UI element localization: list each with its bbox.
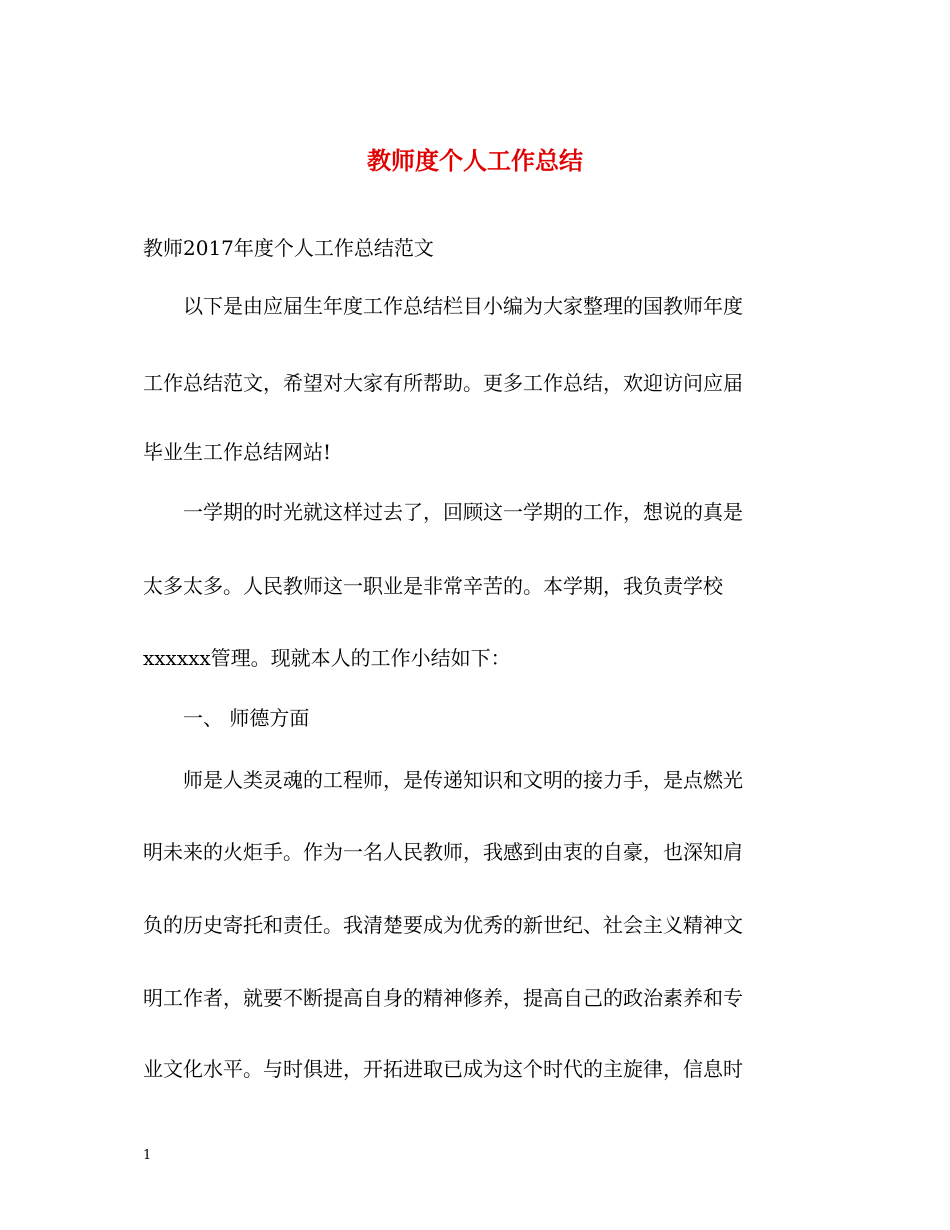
document-title: 教师度个人工作总结 [367,146,583,175]
paragraph-3-line-5: 业文化水平。与时俱进，开拓进取已成为这个时代的主旋律，信息时 [143,1057,743,1081]
paragraph-2-line-1: 一学期的时光就这样过去了，回顾这一学期的工作，想说的真是 [183,500,743,524]
paragraph-1-line-3: 毕业生工作总结网站! [143,440,332,464]
section-heading: 一、 师德方面 [183,706,310,730]
paragraph-3-line-3: 负的历史寄托和责任。我清楚要成为优秀的新世纪、社会主义精神文 [143,913,743,937]
paragraph-1-line-2: 工作总结范文，希望对大家有所帮助。更多工作总结，欢迎访问应届 [143,371,743,395]
paragraph-3-line-2: 明未来的火炬手。作为一名人民教师，我感到由衷的自豪，也深知肩 [143,840,743,864]
paragraph-1-line-1: 以下是由应届生年度工作总结栏目小编为大家整理的国教师年度 [183,294,743,318]
paragraph-3-line-4: 明工作者，就要不断提高自身的精神修养，提高自己的政治素养和专 [143,986,743,1010]
subtitle-line: 教师2017年度个人工作总结范文 [143,236,434,260]
page-number: 1 [143,1148,152,1163]
paragraph-2-line-2: 太多太多。人民教师这一职业是非常辛苦的。本学期，我负责学校 [143,574,723,598]
paragraph-3-line-1: 师是人类灵魂的工程师，是传递知识和文明的接力手，是点燃光 [183,768,743,792]
paragraph-2-line-3: xxxxxx管理。现就本人的工作小结如下： [143,646,511,670]
